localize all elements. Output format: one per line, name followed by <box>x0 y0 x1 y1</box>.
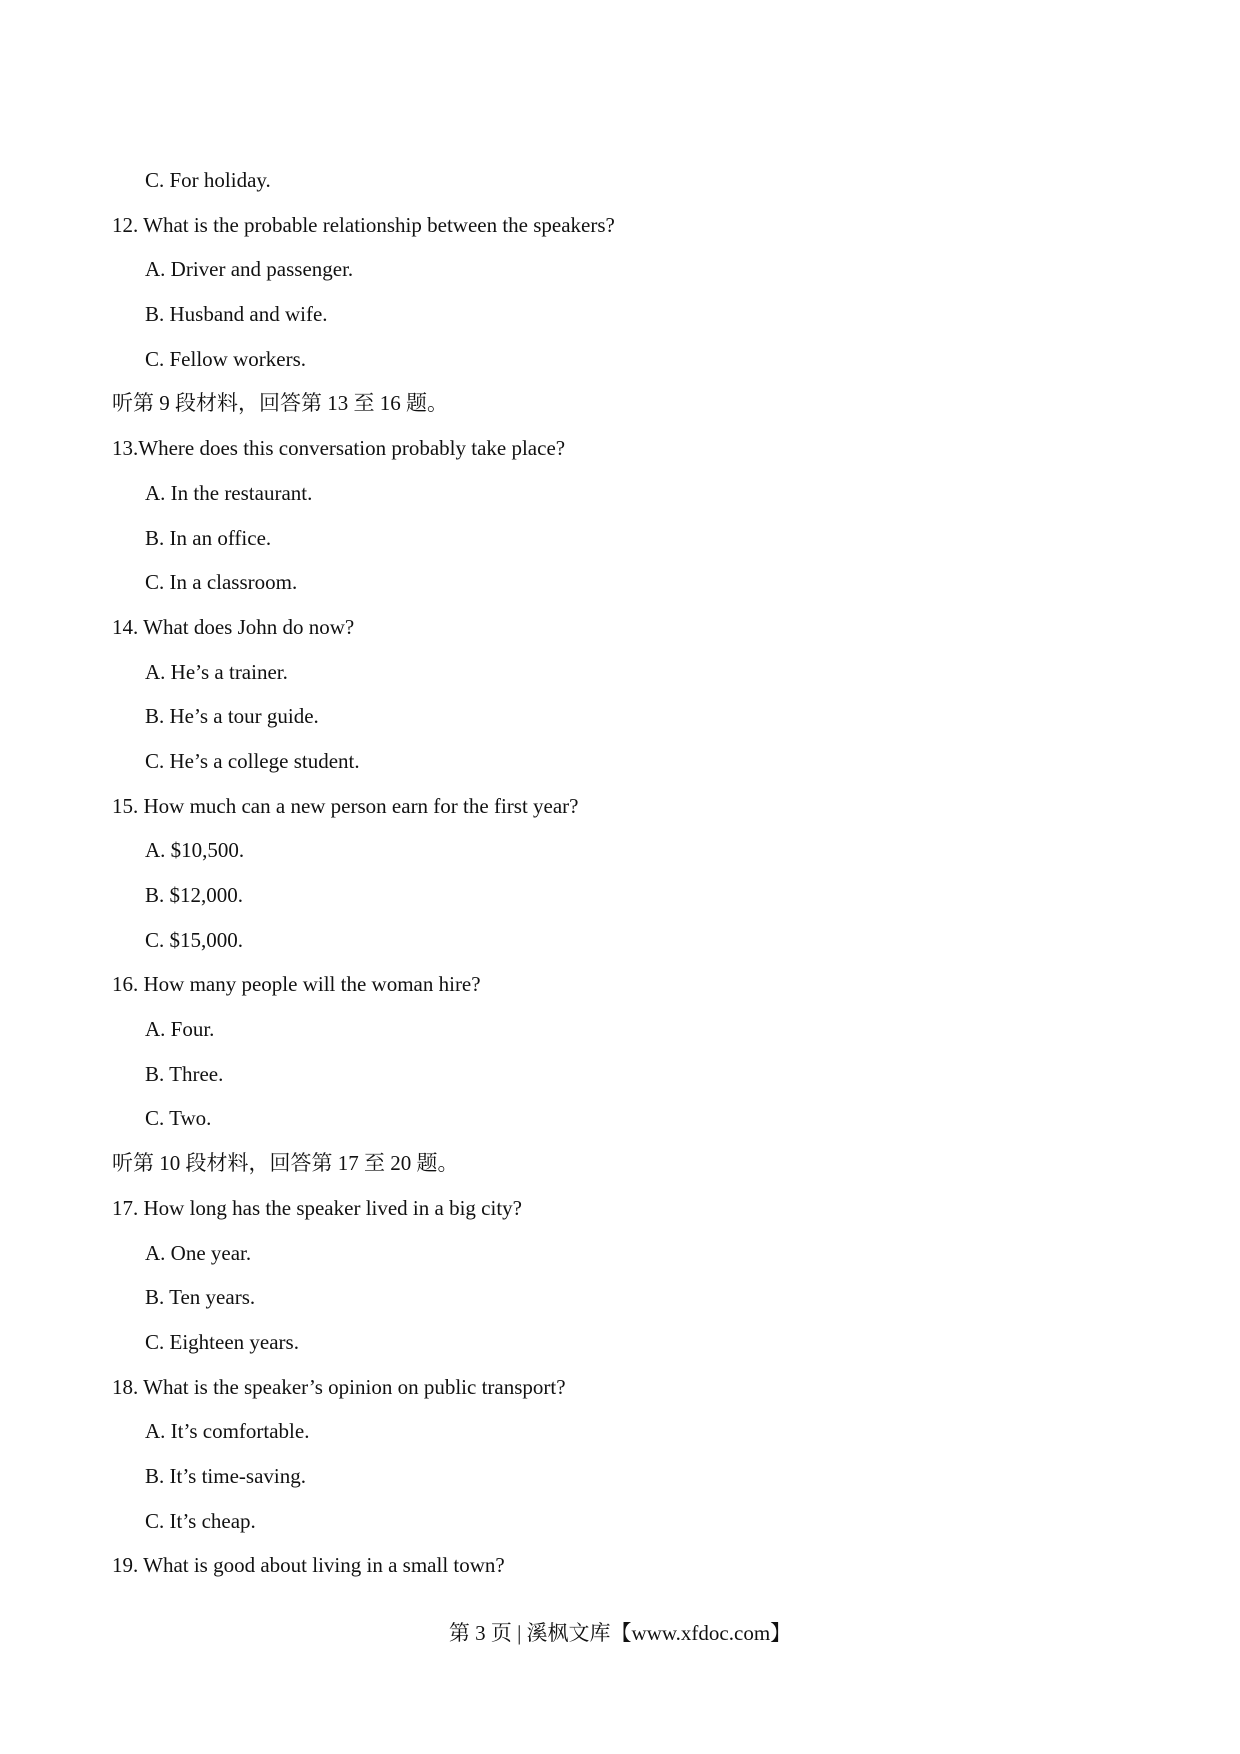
answer-option: B. Ten years. <box>145 1285 256 1310</box>
answer-option: B. Three. <box>145 1061 224 1086</box>
answer-option: B. Husband and wife. <box>145 302 328 327</box>
question-text: 16. How many people will the woman hire? <box>112 972 481 997</box>
answer-option: C. Fellow workers. <box>145 346 306 371</box>
question-text: 13.Where does this conversation probably take place? <box>112 436 566 461</box>
answer-option: C. He’s a college student. <box>145 748 360 773</box>
answer-option: A. It’s comfortable. <box>145 1419 310 1444</box>
answer-option: A. In the restaurant. <box>145 480 313 505</box>
question-text: 18. What is the speaker’s opinion on public transport? <box>112 1374 566 1399</box>
answer-option: A. Driver and passenger. <box>145 257 354 282</box>
answer-option: C. $15,000. <box>145 927 244 952</box>
answer-option: A. He’s a trainer. <box>145 659 288 684</box>
answer-option: B. $12,000. <box>145 883 244 907</box>
answer-option: C. For holiday. <box>145 168 271 192</box>
page-footer: 第 3 页 | 溪枫文库【www.xfdoc.com】 <box>448 1621 792 1645</box>
question-text: 19. What is good about living in a small town? <box>112 1553 505 1578</box>
answer-option: A. $10,500. <box>145 838 245 863</box>
section-instruction: 听第 10 段材料，回答第 17 至 20 题。 <box>112 1151 459 1176</box>
answer-option: A. One year. <box>145 1240 252 1265</box>
page-content <box>112 158 1132 1588</box>
question-text: 15. How much can a new person earn for the first year? <box>112 793 579 818</box>
section-instruction: 听第 9 段材料，回答第 13 至 16 题。 <box>112 391 448 416</box>
question-text: 17. How long has the speaker lived in a big city? <box>112 1195 522 1220</box>
answer-option: C. Eighteen years. <box>145 1329 299 1354</box>
answer-option: C. Two. <box>145 1106 212 1131</box>
answer-option: B. He’s a tour guide. <box>145 704 319 729</box>
question-text: 14. What does John do now? <box>112 614 355 639</box>
question-text: 12. What is the probable relationship between the speakers? <box>112 212 615 237</box>
answer-option: B. It’s time-saving. <box>145 1463 306 1488</box>
answer-option: C. It’s cheap. <box>145 1508 256 1533</box>
answer-option: A. Four. <box>145 1017 215 1042</box>
answer-option: C. In a classroom. <box>145 570 298 595</box>
answer-option: B. In an office. <box>145 525 272 550</box>
